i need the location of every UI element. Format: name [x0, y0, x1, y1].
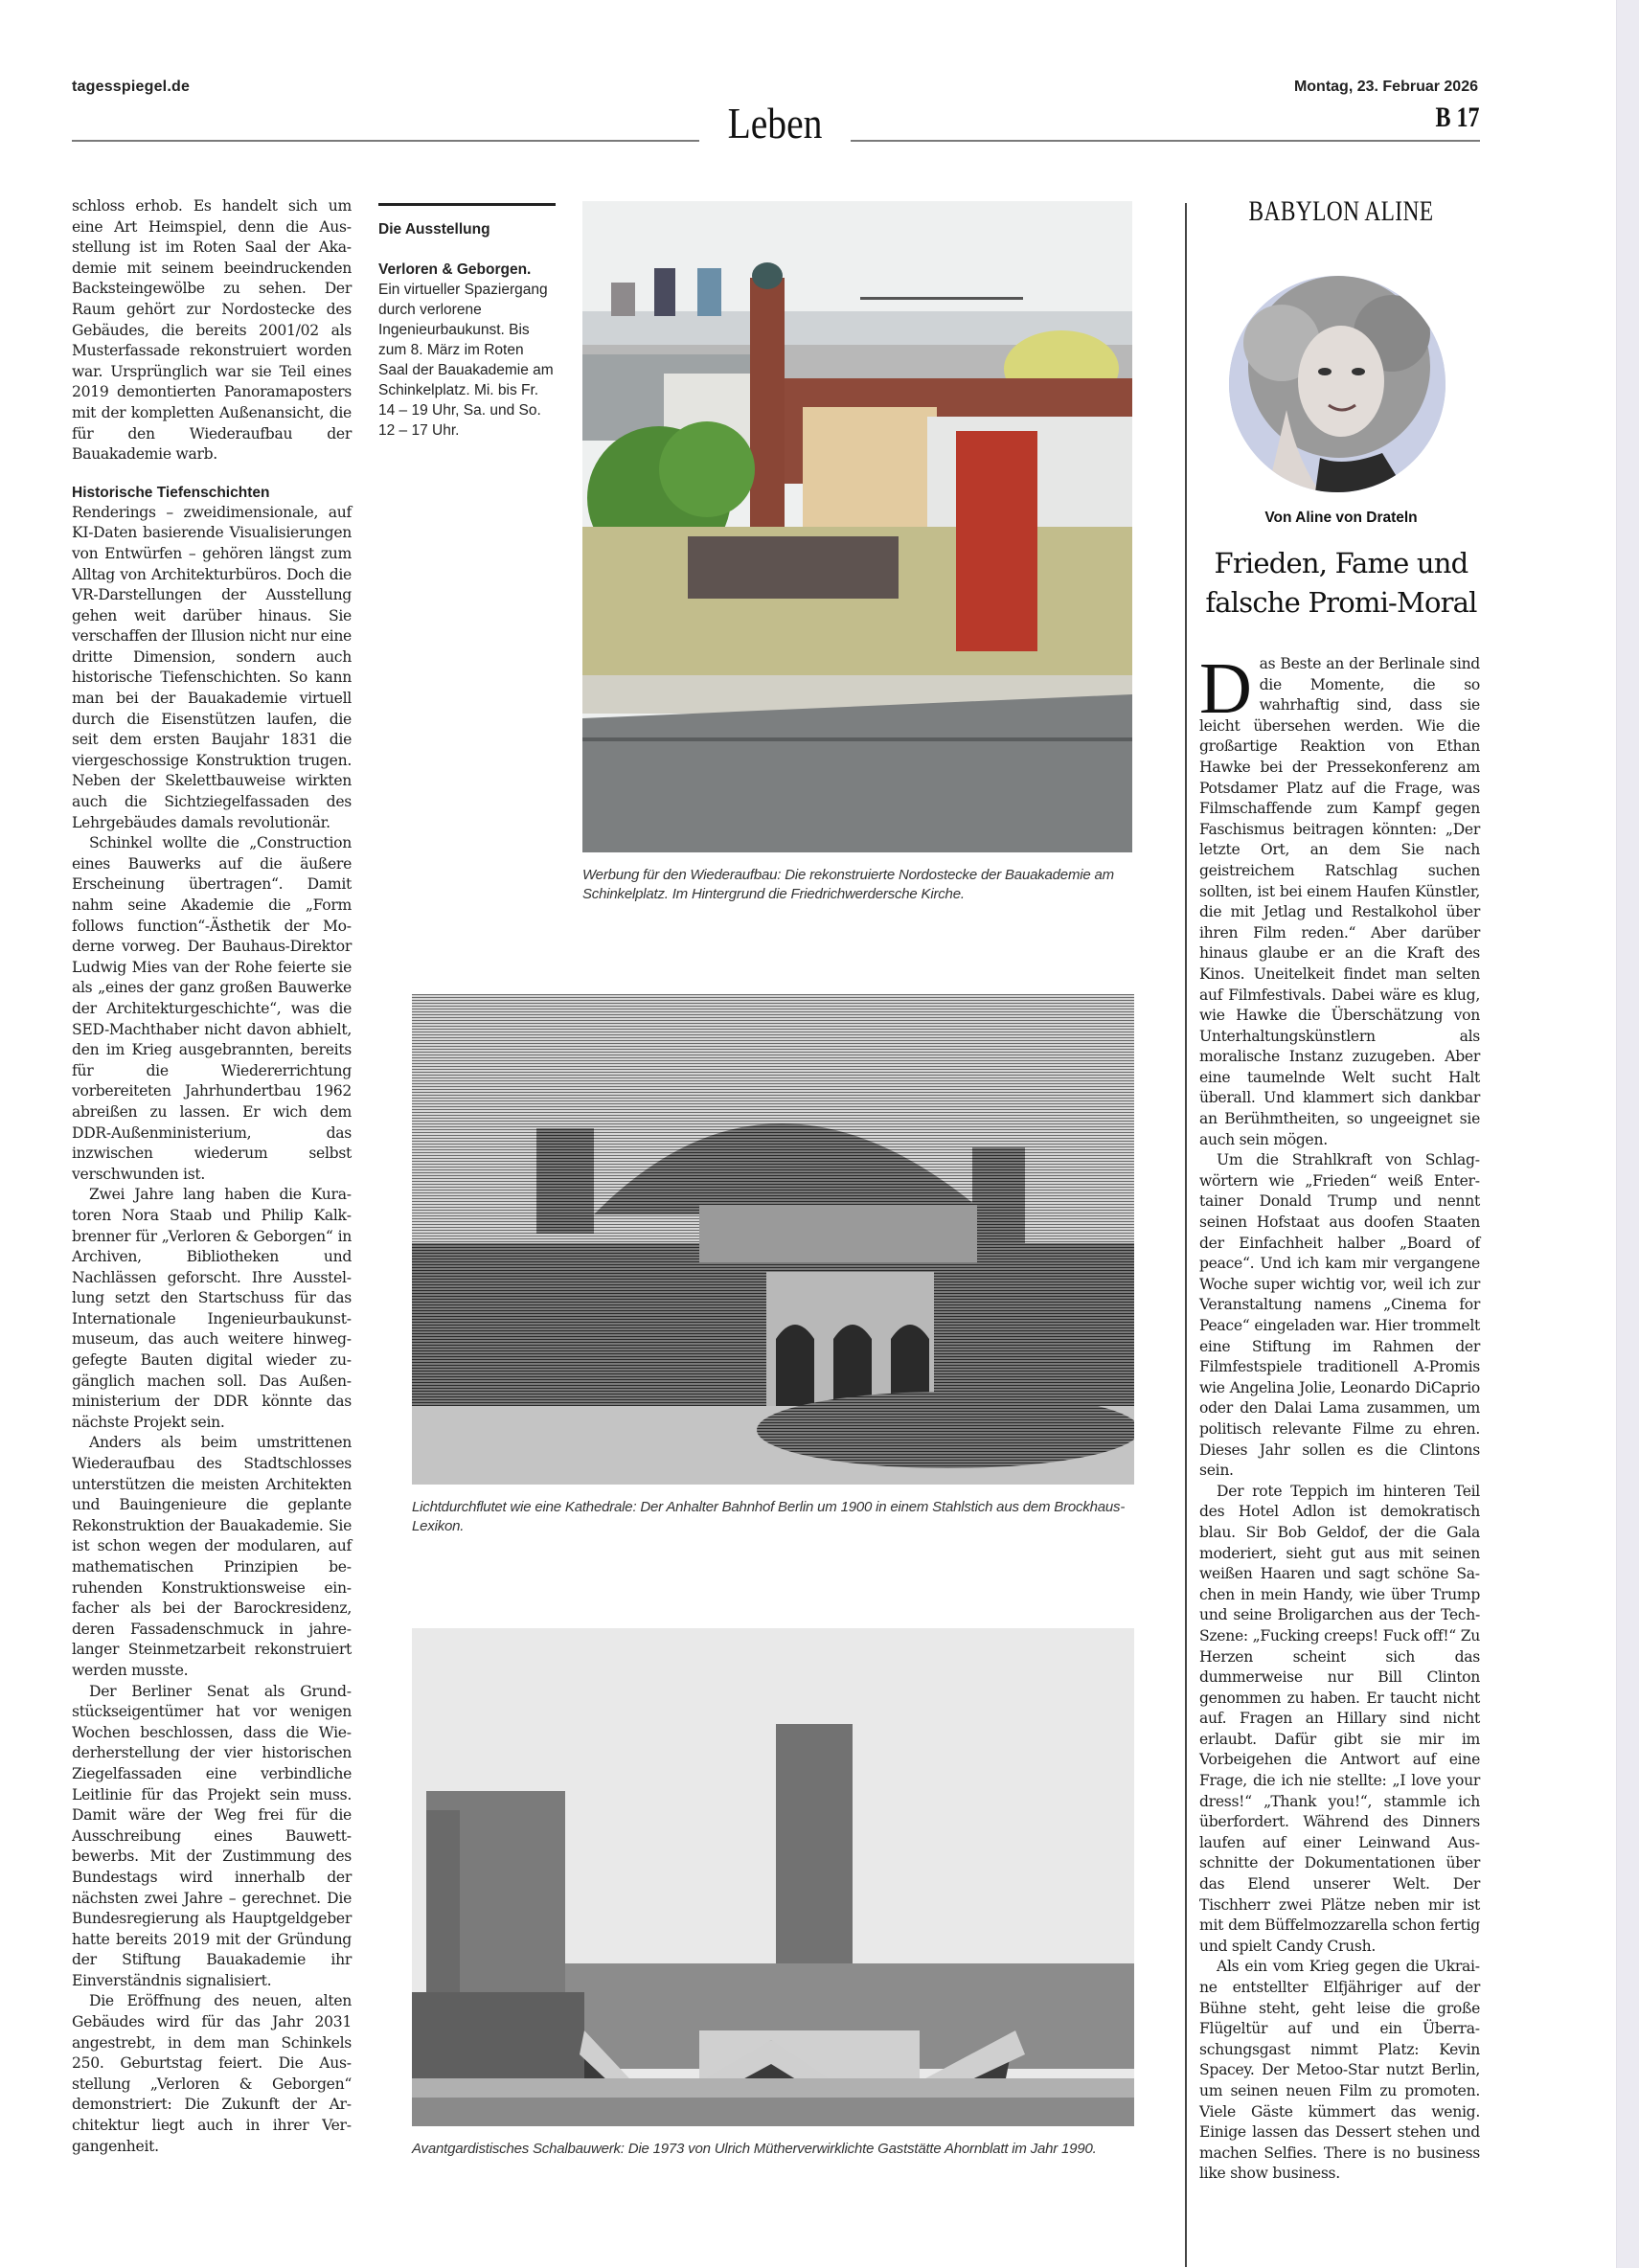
article-paragraph: Renderings – zweidimensionale, auf KI-Daten basierende Visualisierungen von Entwürfen – gehören längst zum Alltag von Architekturbüros. Doch die VR-Darstellungen der Ausstellung gehen weit darüber hinaus. Sie verschaffen der Illusion nicht nur eine dritte Dimension, sondern auch historische Tiefenschichten. So kann man bei der Bauakademie virtuell durch die Eisenstützen laufen, die seit dem ersten Baujahr 1831 die viergeschossige Konstruktion trugen. Neben der Skelettbauweise wirkten auch die Sichtziegelfassaden des Lehrgebäudes damals revolutionär.: [72, 503, 352, 831]
info-box-body: [378, 260, 556, 441]
page-scrollbar-track[interactable]: [1616, 0, 1639, 2268]
info-box-heading: Die Ausstellung: [378, 221, 490, 238]
section-title: Leben: [727, 99, 823, 147]
bauakademie-photo: [582, 201, 1132, 852]
drop-cap: D: [1199, 648, 1252, 729]
article-subhead: Historische Tiefenschichten: [72, 484, 270, 501]
article-paragraph: Die Eröffnung des neuen, alten Gebäudes wird für das Jahr 2031 angestrebt, in dem man Schinkels 250. Geburtstag feiert. Die Ausstellung „Verloren & Geborgen“ demonstriert: Die Zukunft der Architektur liegt auch in ihrer Vergangenheit.: [72, 1992, 352, 2155]
article-paragraph: Schinkel wollte die „Construction eines Bauwerks auf die äußere Erscheinung übertragen“. Damit nahm seine Akademie die „Form follows function“-Ästhetik der Moderne vorweg. Der Bauhaus-Direktor Ludwig Mies van der Rohe feierte sie als „eines der ganz großen Bauwerke der Architekturgeschichte“, was die SED-Machthaber nicht davon abhielt, den im Krieg ausgebrannten, bereits für die Wiedererrichtung vorbereiteten Jahrhundertbau 1962 abreißen zu lassen. Er wich dem DDR-Außenministerium, das inzwischen wiederum selbst verschwunden ist.: [72, 834, 352, 1183]
column-paragraph-text: as Beste an der Berlinale sind die Momente, die so wahrhaftig sind, dass sie leicht übersehen werden. Wie die großartige Reaktion von Ethan Hawke bei der Pressekonferenz am Potsdamer Platz auf die Frage, was Filmschaffende zum Kampf gegen Faschismus beitragen könnten: „Der letzte Ort, an dem Sie nach geistreichem Ratschlag suchen sollten, ist bei einem Haufen Künstler, die mit Jetlag und Restalkohol über ihren Film reden.“ Aber darüber hinaus glaube er an die Kraft des Kinos. Uneitelkeit findet man selten auf Filmfestivals. Dabei wäre es klug, wie Hawke die Überschätzung von Unterhaltungskünstlern als moralische Instanz zuzugeben. Aber eine taumelnde Welt sucht Halt überall. Und klammert sich dankbar an Berühmtheiten, so ungeeignet sie auch sein mögen.: [1199, 655, 1480, 1148]
section-rule-right: [851, 140, 1480, 142]
figure-caption: Werbung für den Wiederaufbau: Die rekonstruierte Nordostecke der Bauakademie am Schinkelplatz. Im Hintergrund die Friedrichwerdersche Kirche.: [582, 867, 1114, 902]
article-column-left: [72, 196, 352, 2157]
info-box-title: Verloren & Geborgen.: [378, 261, 532, 278]
column-divider: [1185, 203, 1187, 2267]
column-headline: Frieden, Fame und falsche Promi-Moral: [1205, 547, 1477, 619]
article-paragraph: Zwei Jahre lang haben die Kuratoren Nora Staab und Philip Kalkbrenner für „Verloren & Geborgen“ in Archiven, Bibliotheken und Nachlässen geforscht. Ihre Ausstellung setzt den Startschuss für das Internationale Ingenieurbaukunstmuseum, das auch weitere hinweggefegte Bauten digital wieder zugänglich machen soll. Das Außenministerium der DDR könnte das nächste Projekt sein.: [72, 1186, 352, 1431]
author-portrait-illustration: [1229, 276, 1446, 492]
figure-caption: Avantgardistisches Schalbauwerk: Die 1973 von Ulrich Mütherverwirklichte Gaststätte Ahornblatt im Jahr 1990.: [412, 2141, 1097, 2157]
page-number: B 17: [1435, 102, 1480, 133]
info-box-rule: [378, 203, 556, 206]
info-box-text: Ein virtueller Spaziergang durch verlorene Ingenieurbaukunst. Bis zum 8. März im Roten Saal der Bauakademie am Schinkelplatz. Mi. bis Fr. 14 – 19 Uhr, Sa. und So. 12 – 17 Uhr.: [378, 282, 554, 439]
column-paragraph: [1199, 648, 1480, 1150]
anhalter-bahnhof-engraving: [412, 994, 1134, 1485]
column-paragraph: Als ein vom Krieg gegen die Ukraine entstellter Elfjähriger auf der Bühne steht, geht leise die große Flügeltür auf und ein Überraschungsgast nimmt Platz: Kevin Spacey. Der Metoo-Star nutzt Berlin, um seinen neuen Film zu promoten. Viele Gäste kümmert das wenig. Einige lassen das Dessert stehen und machen Selfies. There is no business like show business.: [1199, 1958, 1480, 2183]
issue-date: Montag, 23. Februar 2026: [1293, 79, 1478, 95]
figure-caption: Lichtdurchflutet wie eine Kathedrale: Der Anhalter Bahnhof Berlin um 1900 in einem Stahlstich aus dem Brockhaus-Lexikon.: [412, 1499, 1126, 1534]
ahornblatt-photo-illustration: [412, 1628, 1134, 2126]
article-paragraph: Anders als beim umstrittenen Wiederaufbau des Stadtschlosses unterstützen die meisten Architekten und Bauingenieure die geplante Rekonstruktion der Bauakademie. Sie ist schon wegen der modularen, auf mathematischen Prinzipien beruhenden Konstruktionsweise einfacher als bei der Barockresidenz, deren Fassadenschmuck in jahrelanger Steinmetzarbeit rekonstruiert werden musste.: [72, 1434, 352, 1679]
column-paragraph: Der rote Teppich im hinteren Teil des Hotel Adlon ist demokratisch blau. Sir Bob Geldof, der die Gala moderiert, sieht gut aus mit seinen weißen Haaren und sagt schöne Sachen in mein Handy, wie über Trump und seine Broligarchen aus der Tech-Szene: „Fucking creeps! Fuck off!“ Zu Herzen scheint sich das dummerweise nur Bill Clinton genommen zu haben. Er taucht nicht auf. Fragen an Hillary sind nicht erlaubt. Dafür gibt sie mir im Vorbeigehen die Antwort auf eine Frage, die ich nie stellte: „I love your dress!“ „Thank you!“, stammle ich überfordert. Während des Dinners laufen auf einer Leinwand Ausschnitte der Dokumentationen über das Elend unserer Welt. Der Tischherr zwei Plätze neben mir ist mit dem Büffelmozzarella schon fertig und spielt Candy Crush.: [1199, 1482, 1480, 1955]
ahornblatt-photo: [412, 1628, 1134, 2126]
article-paragraph: Der Berliner Senat als Grundstückseigentümer hat vor wenigen Wochen beschlossen, dass die Wiederherstellung der vier historischen Ziegelfassaden eine verbindliche Leitlinie für das Projekt sein muss. Damit wäre der Weg frei für die Ausschreibung eines Bauwettbewerbs. Mit der Zustimmung des Bundestags wird innerhalb der nächsten zwei Jahre – gerechnet. Die Bundesregierung als Hauptgeldgeber hatte bereits 2019 mit der Gründung der Stiftung Bauakademie ihr Einverständnis signalisiert.: [72, 1682, 352, 1989]
engraving-illustration: [412, 994, 1134, 1485]
section-rule-left: [72, 140, 699, 142]
column-body: [1199, 648, 1480, 2185]
site-name: tagesspiegel.de: [72, 79, 191, 95]
author-byline: Von Aline von Drateln: [1264, 510, 1418, 526]
author-portrait: [1229, 276, 1446, 492]
bauakademie-photo-illustration: [582, 201, 1132, 852]
column-paragraph: Um die Strahlkraft von Schlagwörtern wie „Frieden“ weiß Entertainer Donald Trump und nennt seinen Hofstaat aus doofen Staaten der Einfachheit halber „Board of peace“. Und ich kam mir vergangene Woche super wichtig vor, weil ich zur Veranstaltung namens „Cinema for Peace“ eingeladen war. Hier trommelt eine Stiftung im Rahmen der Filmfestspiele traditionell A-Promis wie Angelina Jolie, Leonardo DiCaprio oder den Dalai Lama zusammen, um politisch relevante Filme zu ehren. Dieses Jahr sollen es die Clintons sein.: [1199, 1151, 1480, 1480]
article-paragraph: schloss erhob. Es handelt sich um eine Art Heimspiel, denn die Ausstellung ist im Roten Saal der Akademie mit seinem beeindruckenden Backsteingewölbe zu sehen. Der Raum gehört zur Nordostecke des Gebäudes, die bereits 2001/02 als Musterfassade rekonstruiert worden war. Ursprünglich war sie Teil eines 2019 demontierten Panoramaposters mit der kompletten Außenansicht, die für den Wiederaufbau der Bauakademie warb.: [72, 197, 352, 464]
column-rubric: BABYLON ALINE: [1248, 195, 1434, 227]
exhibition-info-box: [378, 203, 556, 441]
